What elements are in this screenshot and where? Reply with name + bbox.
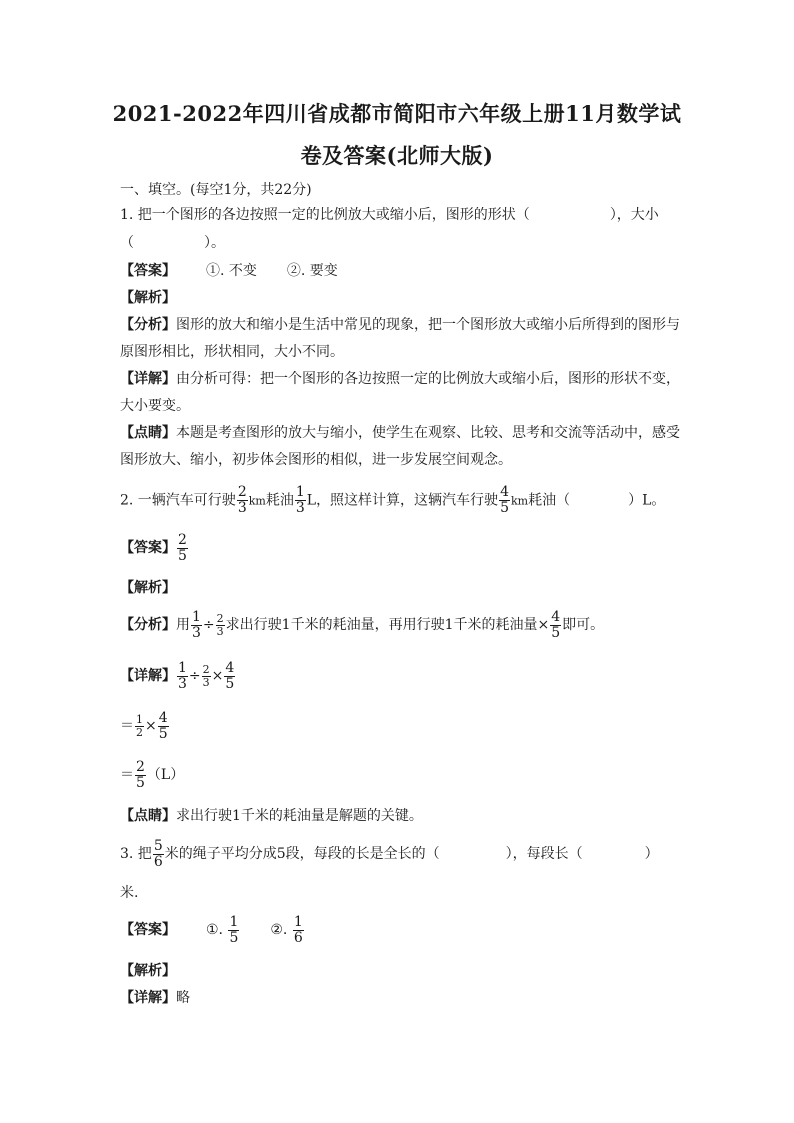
q2-xj2-eq: ＝ (120, 718, 134, 734)
q2-fenxi-frac-2: $\frac{2}{3}$ (216, 611, 224, 638)
answer-label: 【答案】 (120, 540, 176, 556)
q3-answer (120, 913, 305, 947)
answer-label: 【答案】 (120, 922, 176, 938)
q3-ans2-frac: $\frac{1}{6}$ (293, 913, 303, 946)
q3-xiangjie (120, 988, 190, 1008)
q1-dianjing-line1 (120, 423, 680, 443)
q1-text-b: ），大小 (609, 207, 659, 223)
q2-unit-km-1: km (248, 494, 266, 508)
q3-ans2-prefix: ②. (270, 922, 292, 938)
doc-title-line1: 2021-2022年四川省成都市简阳市六年级上册11月数学试 (112, 101, 682, 126)
fenxi-label: 【分析】 (120, 617, 176, 633)
q3-text-d: ） (644, 846, 659, 862)
q3-ans1-frac: $\frac{1}{5}$ (229, 913, 239, 946)
q2-frac-3: $\frac{4}{5}$ (500, 484, 509, 516)
q2-xj-frac-2: $\frac{2}{3}$ (202, 662, 210, 689)
q2-analysis-label: 【解析】 (120, 580, 176, 596)
q2-fenxi-frac-3: $\frac{4}{5}$ (551, 608, 561, 641)
xiangjie-label: 【详解】 (120, 371, 176, 387)
q2-xj3-unit: （L） (146, 767, 185, 783)
q3-ans1-prefix: ①. (206, 922, 228, 938)
q2-xiangjie-3 (120, 759, 184, 791)
q2-fenxi (120, 609, 604, 641)
q3-analysis-label: 【解析】 (120, 963, 176, 979)
q2-xj-mul: × (211, 668, 224, 684)
xiangjie-label: 【详解】 (120, 668, 176, 684)
q2-text-e: ）L。 (628, 492, 666, 509)
q1-text-a: 1. 把一个图形的各边按照一定的比例放大或缩小后，图形的形状（ (120, 207, 530, 223)
q3-line1 (120, 838, 659, 870)
dianjing-label: 【点睛】 (120, 808, 176, 824)
q2-fenxi-c: 即可。 (562, 617, 605, 633)
xiangjie-label: 【详解】 (120, 990, 176, 1006)
q2-xj2-frac-1: $\frac{1}{2}$ (136, 712, 143, 739)
q3-xiangjie-text: 略 (176, 990, 190, 1006)
q2-xj-frac-1: $\frac{1}{3}$ (178, 659, 187, 692)
q1-xiangjie-line1 (120, 369, 680, 389)
q2-xj2-frac-2: $\frac{4}{5}$ (158, 709, 168, 742)
q1-analysis-label: 【解析】 (120, 290, 176, 306)
q2-frac-1: $\frac{2}{3}$ (237, 484, 247, 516)
q2-unit-km-2: km (510, 494, 529, 508)
q1-answer (120, 261, 338, 281)
q2-fenxi-mul: × (537, 617, 550, 633)
q2-xiangjie-2 (120, 710, 170, 742)
q1-line1 (120, 205, 659, 225)
q1-answer-2: ②. 要变 (286, 263, 338, 279)
q3-text-b: 米的绳子平均分成5段，每段的长是全长的（ (164, 846, 440, 862)
q1-text-d: ）。 (204, 235, 225, 251)
q2-dianjing (120, 806, 423, 826)
q2-dianjing-text: 求出行驶1千米的耗油量是解题的关键。 (176, 808, 423, 824)
q2-fenxi-b: 求出行驶1千米的耗油量，再用行驶1千米的耗油量 (225, 617, 538, 633)
q2-xj3-eq: ＝ (120, 767, 134, 783)
doc-title-line2: 卷及答案(北师大版) (300, 143, 494, 168)
q2-xj-div: ÷ (188, 668, 201, 684)
q1-answer-1: ①. 不变 (206, 263, 257, 279)
q3-line2: 米. (120, 885, 139, 901)
q1-line2 (120, 233, 225, 253)
q2-frac-2: $\frac{1}{3}$ (295, 484, 305, 516)
q2-text-d: 耗油（ (528, 492, 571, 509)
q1-fenxi-line1 (120, 315, 680, 335)
answer-label: 【答案】 (120, 263, 176, 279)
q2-text-b: 耗油 (265, 492, 294, 509)
q1-xiangjie-line2: 大小要变。 (120, 398, 190, 414)
q2-fenxi-div: ÷ (202, 617, 215, 633)
dianjing-label: 【点睛】 (120, 425, 176, 441)
q2-answer (120, 532, 189, 564)
q3-frac: $\frac{5}{6}$ (153, 837, 163, 870)
q2-xiangjie-1 (120, 660, 236, 692)
q1-dianjing-text-1: 本题是考查图形的放大与缩小，使学生在观察、比较、思考和交流等活动中，感受 (176, 425, 680, 441)
q3-text-c: ），每段长（ (505, 846, 583, 862)
q3-text-a: 3. 把 (120, 846, 152, 862)
fenxi-label: 【分析】 (120, 317, 176, 333)
q1-fenxi-line2: 原图形相比，形状相同，大小不同。 (120, 344, 344, 360)
q2-xj-frac-3: $\frac{4}{5}$ (225, 659, 235, 692)
q2-text-a: 2. 一辆汽车可行驶 (120, 492, 236, 509)
q2-line1 (120, 485, 665, 517)
q2-fenxi-frac-1: $\frac{1}{3}$ (192, 608, 201, 641)
q1-xiangjie-text-1: 由分析可得：把一个图形的各边按照一定的比例放大或缩小后，图形的形状不变， (176, 371, 680, 387)
section-heading: 一、填空。(每空1分，共22分) (120, 182, 312, 198)
q2-text-c: L，照这样计算，这辆汽车行驶 (306, 492, 499, 509)
q1-fenxi-text-1: 图形的放大和缩小是生活中常见的现象，把一个图形放大或缩小后所得到的图形与 (176, 317, 680, 333)
q2-xj2-mul: × (145, 718, 157, 734)
q2-answer-frac: $\frac{2}{5}$ (178, 531, 187, 564)
q1-text-c: （ (120, 235, 134, 251)
q1-dianjing-line2: 图形放大、缩小，初步体会图形的相似，进一步发展空间观念。 (120, 452, 512, 468)
q2-xj3-frac: $\frac{2}{5}$ (136, 758, 145, 791)
q2-fenxi-a: 用 (176, 617, 190, 633)
